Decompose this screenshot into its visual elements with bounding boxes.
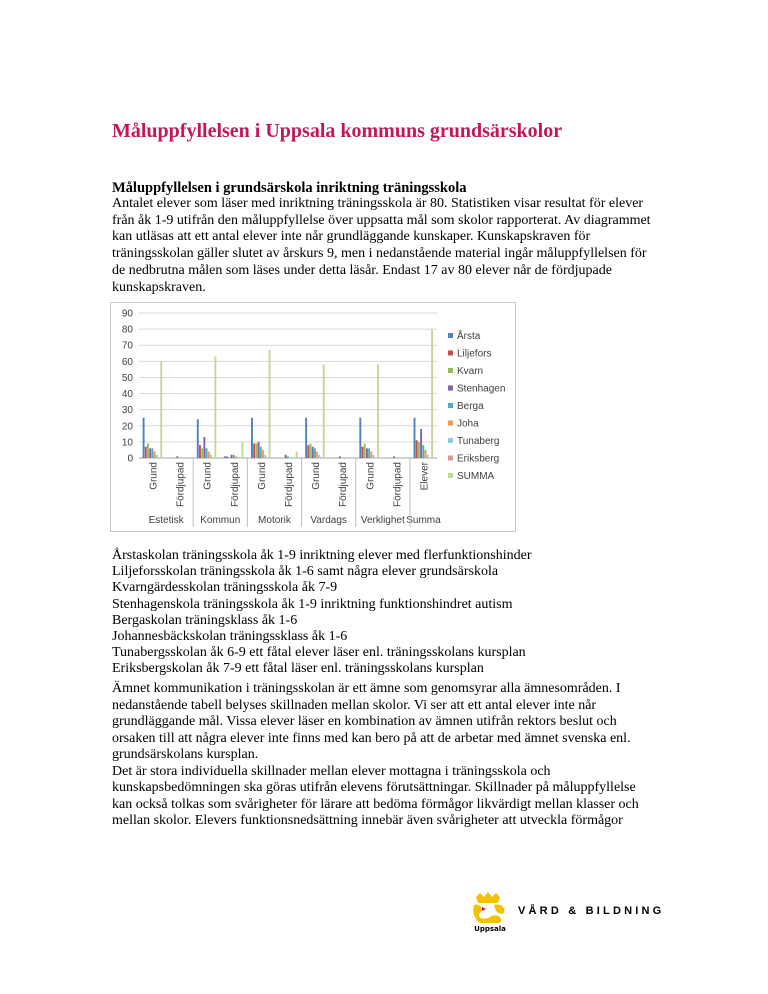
x-tick-label: Grund <box>311 462 323 490</box>
bar <box>422 445 424 458</box>
bar <box>210 455 212 458</box>
intro-line: de nedbrutna målen som läses under detta läsår. Endast 17 av 80 elever når de fördjupade <box>112 262 612 278</box>
bar <box>318 455 320 458</box>
bar <box>269 350 271 458</box>
group-label: Kommun <box>200 515 241 526</box>
body-line: grundläggande mål. Vissa elever läser en kombination av ämnen utifrån rektors beslut och <box>112 714 617 729</box>
bar <box>208 452 210 458</box>
results-chart <box>110 302 516 532</box>
bar <box>251 418 253 458</box>
y-tick-label: 70 <box>121 340 133 352</box>
logo-text: Uppsala <box>474 925 506 933</box>
body-paragraph <box>112 681 672 830</box>
y-tick-label: 10 <box>121 437 133 449</box>
legend-swatch <box>448 403 453 408</box>
legend-swatch <box>448 386 453 391</box>
intro-line: Antalet elever som läser med inriktning träningsskola är 80. Statistiken visar resultat för elever <box>112 196 644 211</box>
legend-label: Berga <box>457 401 484 412</box>
bar <box>262 450 264 458</box>
school-list <box>112 548 532 678</box>
bar <box>149 448 151 458</box>
legend-label: Kvarn <box>457 366 484 377</box>
bar <box>393 456 395 458</box>
school-item: Bergaskolan träningsklass åk 1-6 <box>112 612 298 628</box>
bar <box>199 445 201 458</box>
y-tick-label: 30 <box>121 405 133 417</box>
section-heading: Måluppfyllelsen i grundsärskola inriktning träningsskola <box>112 180 467 196</box>
intro-paragraph <box>112 196 672 296</box>
uppsala-logo <box>470 891 510 935</box>
bar <box>425 450 427 458</box>
bar <box>296 452 298 458</box>
department-name: VÅRD & BILDNING <box>518 905 665 917</box>
bar <box>214 357 216 459</box>
intro-line: träningsskolan gäller slutet av årskurs 9, men i nedanstående material ingår måluppfyllelsen för <box>112 246 647 262</box>
bar <box>418 442 420 458</box>
school-item: Tunabergsskolan åk 6-9 ett fåtal elever läser enl. träningsskolans kursplan <box>112 645 526 661</box>
intro-line: kan utläsas att ett antal elever inte når grundläggande kunskaper. Kunskapskraven för <box>112 229 591 245</box>
bar <box>377 365 379 458</box>
bar <box>156 455 158 458</box>
bar <box>203 437 205 458</box>
bar <box>416 440 418 458</box>
bar <box>255 444 257 459</box>
legend-swatch <box>448 456 453 461</box>
bar <box>312 447 314 458</box>
bar <box>197 419 199 458</box>
school-item: Eriksbergskolan åk 7-9 ett fåtal läser enl. träningsskolans kursplan <box>112 661 484 677</box>
bar <box>264 455 266 458</box>
y-tick-label: 40 <box>121 389 133 401</box>
x-tick-label: Fördjupad <box>229 462 241 508</box>
x-tick-label: Fördjupad <box>175 462 187 508</box>
x-tick-label: Grund <box>365 462 377 490</box>
bar <box>431 329 433 458</box>
bar <box>235 456 237 458</box>
legend-swatch <box>448 351 453 356</box>
legend-label: Joha <box>457 418 479 430</box>
legend-swatch <box>448 421 453 426</box>
bar <box>307 445 309 458</box>
bar <box>176 456 178 458</box>
x-tick-label: Fördjupad <box>284 462 295 508</box>
body-line: kan också tolkas som svårigheter för lärare att bedöma förmågor likvärdigt mellan klasser och <box>112 796 639 812</box>
legend-label: Årsta <box>457 331 481 342</box>
bar <box>226 456 228 458</box>
x-tick-label: Grund <box>202 462 214 490</box>
bar <box>151 448 153 458</box>
bar <box>287 456 289 458</box>
body-line: Ämnet kommunikation i träningsskolan är ett ämne som genomsyrar alla ämnesområden. I <box>112 681 621 696</box>
legend-label: Liljefors <box>457 348 492 360</box>
bar <box>339 456 341 458</box>
school-item: Kvarngärdesskolan träningsskola åk 7-9 <box>112 580 338 596</box>
bar <box>368 448 370 458</box>
group-label: Summa <box>406 515 441 526</box>
legend-label: Stenhagen <box>457 383 506 395</box>
bar <box>154 452 156 458</box>
group-label: Estetisk <box>148 515 184 526</box>
bar <box>414 418 416 458</box>
bar <box>145 447 147 458</box>
x-tick-label: Elever <box>419 462 431 491</box>
bar <box>160 361 162 458</box>
bar <box>147 444 149 459</box>
bar <box>316 452 318 458</box>
x-tick-label: Fördjupad <box>338 462 350 508</box>
school-item: Årstaskolan träningsskola åk 1-9 inriktning elever med flerfunktionshinder <box>112 548 532 563</box>
bar <box>233 455 235 458</box>
bar <box>305 418 307 458</box>
body-line: kunskapsbedömningen ska göras utifrån elevens förutsättningar. Skillnader på måluppfyllelse <box>112 780 636 795</box>
bar <box>206 448 208 458</box>
bar <box>285 455 287 458</box>
legend-swatch <box>448 438 453 443</box>
bar <box>359 418 361 458</box>
legend-label: SUMMA <box>457 471 495 482</box>
y-tick-label: 50 <box>121 372 133 384</box>
body-line: Det är stora individuella skillnader mellan elever mottagna i träningsskola och <box>112 763 551 779</box>
bar <box>370 452 372 458</box>
bar <box>323 365 325 458</box>
bar <box>366 448 368 458</box>
y-tick-label: 80 <box>121 324 133 336</box>
legend-swatch <box>448 368 453 373</box>
legend-label: Tunaberg <box>457 436 500 447</box>
bar <box>231 455 233 458</box>
y-tick-label: 60 <box>121 356 133 368</box>
y-tick-label: 0 <box>127 453 133 465</box>
group-label: Verklighet <box>360 515 405 526</box>
body-line: grundsärskolans kursplan. <box>112 747 259 762</box>
x-tick-label: Grund <box>256 462 268 490</box>
x-tick-label: Fördjupad <box>392 462 404 508</box>
bar <box>373 455 375 458</box>
page-title: Måluppfyllelsen i Uppsala kommuns grundsärskolor <box>112 120 563 142</box>
school-item: Johannesbäckskolan träningssklass åk 1-6 <box>112 629 348 645</box>
bar <box>260 447 262 458</box>
bar <box>364 444 366 459</box>
body-line: orsaken till att några elever inte finns med kan bero på att de arbetar med ämnet svenska enl. <box>112 730 631 746</box>
legend-swatch <box>448 473 453 478</box>
bar <box>310 444 312 459</box>
bar <box>258 442 260 458</box>
y-tick-label: 90 <box>121 308 133 320</box>
bar <box>427 455 429 458</box>
y-tick-label: 20 <box>121 421 133 433</box>
bar <box>420 429 422 458</box>
intro-line: från åk 1-9 utifrån den måluppfyllelse över uppsatta mål som skolor rapporterat. Av diagrammet <box>112 212 651 228</box>
bar <box>242 442 244 458</box>
bar <box>362 447 364 458</box>
body-line: mellan skolor. Elevers funktionsnedsättning innebär även svårigheter att utveckla förmågor <box>112 813 623 828</box>
bar <box>201 448 203 458</box>
bar <box>224 456 226 458</box>
intro-line: kunskapskraven. <box>112 279 206 295</box>
bar <box>314 448 316 458</box>
school-item: Liljeforsskolan träningsskola åk 1-6 samt några elever grundsärskola <box>112 564 499 580</box>
school-item: Stenhagenskola träningsskola åk 1-9 inriktning funktionshindret autism <box>112 596 513 612</box>
x-tick-label: Grund <box>148 462 160 490</box>
group-label: Motorik <box>258 515 291 526</box>
bar <box>143 418 145 458</box>
body-line: nedanstående tabell belyses skillnaden mellan skolor. Vi ser att ett antal elever inte når <box>112 697 597 713</box>
bar-chart <box>111 303 515 531</box>
legend-label: Eriksberg <box>457 453 500 465</box>
legend-swatch <box>448 333 453 338</box>
bar <box>253 444 255 459</box>
group-label: Vardags <box>310 515 347 526</box>
